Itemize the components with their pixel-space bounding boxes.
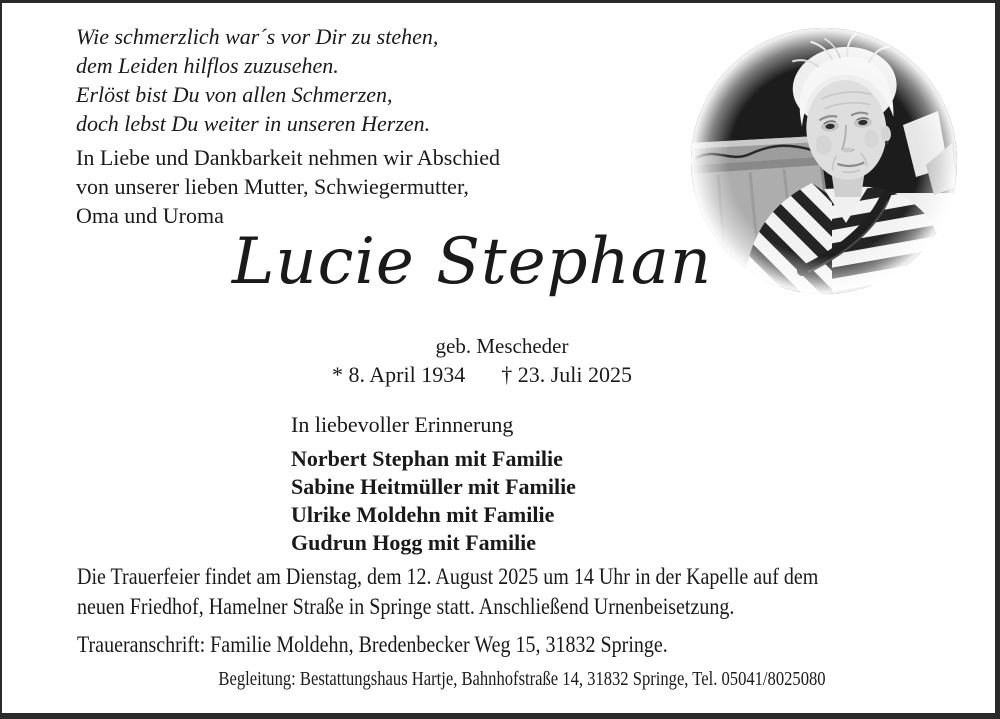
service-line: neuen Friedhof, Hamelner Straße in Springe statt. Anschließend Urnenbeisetzung. (77, 593, 735, 619)
funeral-home-line: Begleitung: Bestattungshaus Hartje, Bahnhofstraße 14, 31832 Springe, Tel. 05041/8025080 (218, 669, 826, 690)
mourner-line: Norbert Stephan mit Familie (291, 446, 563, 471)
mourner-line: Ulrike Moldehn mit Familie (291, 502, 555, 527)
portrait-photo (688, 25, 960, 297)
maiden-name: geb. Mescheder (435, 334, 569, 358)
mourner-line: Gudrun Hogg mit Familie (291, 530, 537, 555)
poem-line: doch lebst Du weiter in unseren Herzen. (76, 111, 431, 136)
intro-line: von unserer lieben Mutter, Schwiegermutter, (76, 174, 469, 199)
death-date: † 23. Juli 2025 (501, 362, 633, 387)
mourners-list (291, 445, 576, 557)
deceased-name: Lucie Stephan (231, 225, 713, 299)
poem-line: dem Leiden hilflos zuzusehen. (76, 53, 339, 78)
life-dates (2, 362, 962, 388)
service-line: Die Trauerfeier findet am Dienstag, dem 12. August 2025 um 14 Uhr in der Kapelle auf dem (77, 564, 819, 589)
mourning-address: Traueranschrift: Familie Moldehn, Bredenbecker Weg 15, 31832 Springe. (77, 632, 668, 657)
mourner-line: Sabine Heitmüller mit Familie (291, 474, 576, 499)
poem (76, 22, 438, 138)
memory-heading: In liebevoller Erinnerung (291, 412, 514, 437)
intro-line: Oma und Uroma (76, 203, 224, 228)
intro-text (76, 143, 500, 230)
intro-line: In Liebe und Dankbarkeit nehmen wir Abschied (76, 145, 500, 170)
poem-line: Erlöst bist Du von allen Schmerzen, (76, 82, 393, 107)
birth-date: * 8. April 1934 (331, 362, 466, 387)
service-info (77, 562, 818, 621)
poem-line: Wie schmerzlich war´s vor Dir zu stehen, (76, 24, 439, 49)
